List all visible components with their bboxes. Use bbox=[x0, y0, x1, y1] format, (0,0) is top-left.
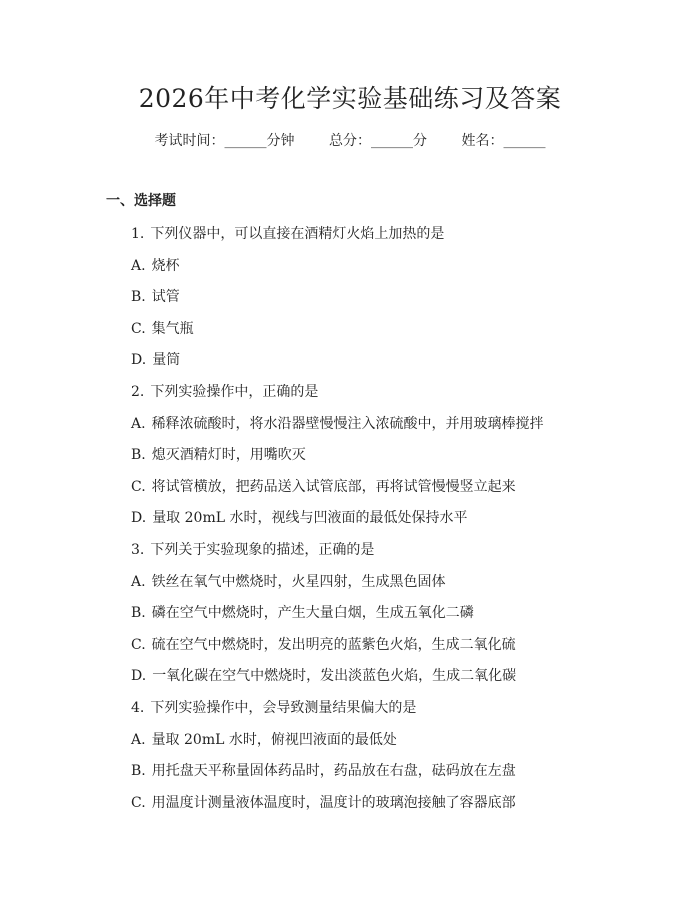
option-item bbox=[131, 761, 671, 793]
student-name-field: 姓名：______ bbox=[461, 133, 546, 149]
option-key: C. bbox=[131, 320, 146, 337]
option-item bbox=[131, 414, 671, 446]
option-text: 熄灭酒精灯时，用嘴吹灭 bbox=[151, 447, 306, 464]
option-item bbox=[131, 635, 671, 667]
question-text: 下列仪器中，可以直接在酒精灯火焰上加热的是 bbox=[150, 226, 445, 242]
option-item bbox=[131, 319, 671, 351]
option-item bbox=[131, 508, 671, 540]
question-list bbox=[131, 224, 671, 824]
option-text: 用温度计测量液体温度时，温度计的玻璃泡接触了容器底部 bbox=[151, 794, 516, 811]
total-score-field: 总分：______分 bbox=[329, 133, 427, 149]
option-text: 集气瓶 bbox=[151, 320, 194, 337]
option-item bbox=[131, 603, 671, 635]
option-item bbox=[131, 793, 671, 825]
option-item bbox=[131, 477, 671, 509]
exam-time-field: 考试时间：______分钟 bbox=[154, 133, 295, 149]
option-item bbox=[131, 287, 671, 319]
option-item bbox=[131, 572, 671, 604]
question-stem bbox=[131, 224, 671, 256]
option-key: B. bbox=[131, 763, 146, 780]
option-text: 试管 bbox=[151, 289, 180, 306]
section-heading: 一、选择题 bbox=[106, 193, 176, 209]
option-text: 烧杯 bbox=[151, 257, 180, 274]
option-item bbox=[131, 350, 671, 382]
option-item bbox=[131, 666, 671, 698]
exam-info-line bbox=[0, 131, 700, 151]
question-text: 下列关于实验现象的描述，正确的是 bbox=[150, 541, 375, 558]
option-text: 一氧化碳在空气中燃烧时，发出淡蓝色火焰，生成二氧化碳 bbox=[152, 668, 517, 685]
question-number: 1. bbox=[131, 226, 145, 242]
option-text: 稀释浓硫酸时，将水沿器壁慢慢注入浓硫酸中，并用玻璃棒搅拌 bbox=[151, 415, 544, 432]
option-text: 用托盘天平称量固体药品时，药品放在右盘，砝码放在左盘 bbox=[151, 763, 516, 780]
option-item bbox=[131, 730, 671, 762]
option-key: D. bbox=[131, 352, 147, 369]
question-number: 4. bbox=[131, 699, 145, 716]
option-text: 将试管横放，把药品送入试管底部，再将试管慢慢竖立起来 bbox=[151, 478, 516, 495]
option-item bbox=[131, 445, 671, 477]
option-key: A. bbox=[131, 573, 146, 590]
option-key: C. bbox=[131, 478, 146, 495]
option-key: A. bbox=[131, 257, 146, 274]
question-stem bbox=[131, 540, 671, 572]
question-number: 2. bbox=[131, 383, 145, 400]
option-key: D. bbox=[131, 510, 147, 527]
option-text: 量取 20mL 水时，视线与凹液面的最低处保持水平 bbox=[152, 510, 468, 527]
document-title: 2026年中考化学实验基础练习及答案 bbox=[138, 84, 562, 113]
option-key: C. bbox=[131, 636, 146, 653]
option-key: A. bbox=[131, 415, 146, 432]
option-key: B. bbox=[131, 447, 146, 464]
question-stem bbox=[131, 382, 671, 414]
option-key: D. bbox=[131, 668, 147, 685]
option-text: 磷在空气中燃烧时，产生大量白烟，生成五氧化二磷 bbox=[151, 605, 474, 622]
question-text: 下列实验操作中，正确的是 bbox=[150, 383, 319, 400]
option-text: 硫在空气中燃烧时，发出明亮的蓝紫色火焰，生成二氧化硫 bbox=[151, 636, 516, 653]
option-key: B. bbox=[131, 605, 146, 622]
option-text: 量筒 bbox=[152, 352, 181, 369]
option-key: C. bbox=[131, 794, 146, 811]
question-stem bbox=[131, 698, 671, 730]
option-item bbox=[131, 256, 671, 288]
question-text: 下列实验操作中，会导致测量结果偏大的是 bbox=[150, 699, 417, 716]
option-text: 铁丝在氧气中燃烧时，火星四射，生成黑色固体 bbox=[151, 573, 446, 590]
question-number: 3. bbox=[131, 541, 145, 558]
option-text: 量取 20mL 水时，俯视凹液面的最低处 bbox=[151, 731, 397, 748]
option-key: A. bbox=[131, 731, 146, 748]
option-key: B. bbox=[131, 289, 146, 306]
